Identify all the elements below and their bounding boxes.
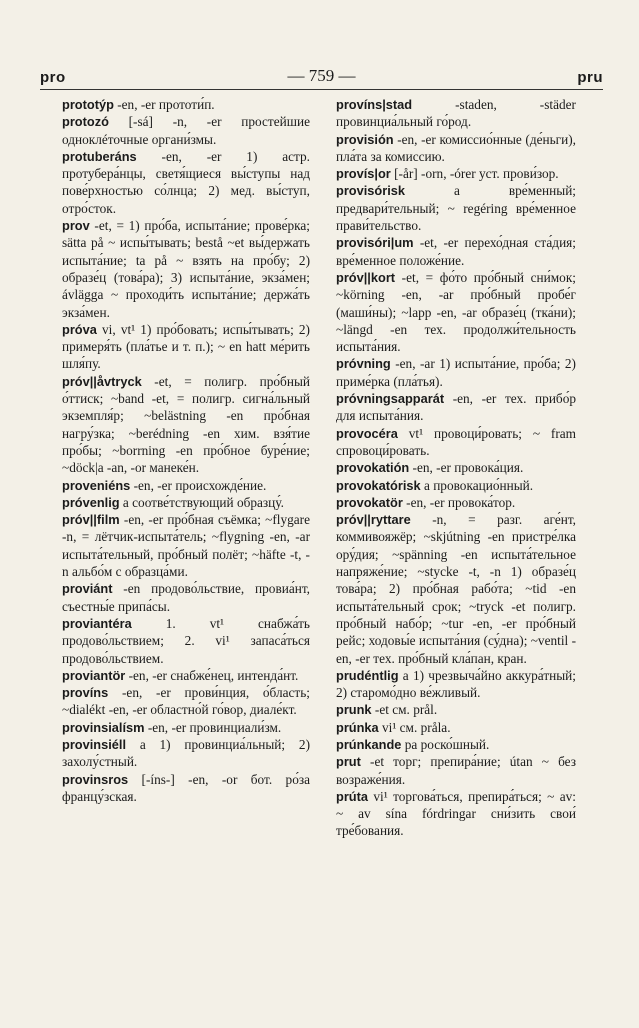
headword: proviantör [62,667,126,683]
entry-definition: -en, -er провока́тор. [402,494,516,510]
headword: provinsialísm [62,719,145,735]
entry-definition: -en, -er снабже́нец, интенда́нт. [125,667,299,683]
dictionary-entry [336,355,576,390]
dictionary-entry [62,771,310,806]
headword: proveniéns [62,477,131,493]
entry-definition: vi, vt¹ 1) про́бовать; испы́тывать; 2) примеря́ть (пла́тье и т. п.); ~ en hatt ме́рить шля́пу. [62,321,310,372]
entry-definition: pa роско́шный. [401,736,490,752]
headword: próv||film [62,512,120,528]
dictionary-entry [336,234,576,269]
headword: prudéntlig [336,667,399,683]
dictionary-entry [336,165,576,182]
dictionary-entry [62,148,310,217]
entry-definition: -en, -er тех. прибо́р для испыта́ния. [336,391,576,424]
dictionary-entry [62,494,310,511]
entry-definition: a соотве́тствующий образцу́. [119,494,284,510]
dictionary-entry [336,701,576,718]
entry-definition: -et см. prål. [371,702,438,718]
headword: prunk [336,702,372,718]
dictionary-entry [62,511,310,580]
entry-definition: -en, -er провока́ция. [409,460,524,476]
entry-definition: -et, = 1) про́ба, испыта́ние; прове́рка; sätta på ~ испы́тывать; bestå ~et вы́держать испыта́ние; ta på ~ взять на про́бу; 2) образе́ц (това́ра); 3) испыта́ние, экза́мен; ávlägga ~ проходи́ть испыта́ние; держа́ть экза́мен. [62,218,310,320]
entry-definition: -en, -ar 1) испыта́ние, про́ба; 2) приме́рка (пла́тья). [336,356,576,389]
headword: provocéra [336,425,398,441]
headword: próvningsapparát [336,391,445,407]
dictionary-entry [336,788,576,840]
entry-definition: -en продово́льствие, провиа́нт, съестны́е припа́сы. [62,581,310,614]
dictionary-entry [62,321,310,373]
dictionary-entry [336,182,576,234]
header-rule [40,89,603,90]
entry-definition: -en, -er происхожде́ние. [130,477,267,493]
dictionary-entry [336,425,576,460]
headword: proviánt [62,581,113,597]
left-column [62,96,310,805]
entry-definition: -en, -er комиссио́нные (де́ньги), пла́та за комиссию. [336,131,576,164]
entry-definition: vi¹ торгова́ться, препира́ться; ~ av: ~ av sína fórdringar сни́зить свои́ тре́бования. [336,788,576,839]
dictionary-entry [62,580,310,615]
page-number: — 759 — [287,66,356,85]
dictionary-entry [62,113,310,148]
entry-definition: -et, = фо́то про́бный сни́мок; ~körning -en, -ar про́бный пробе́г (маши́ны); ~lapp -en, -ar образе́ц (тка́ни); ~längd -en тех. продолжи́тельность испыта́ния. [336,269,576,355]
dictionary-entry [62,373,310,477]
headword: provokatión [336,460,410,476]
dictionary-entry [336,494,576,511]
headword: prúta [336,788,368,804]
entry-definition: [-år] -orn, -órer уст. прови́зор. [390,166,559,182]
entry-definition: a 1) провинциа́льный; 2) захолу́стный. [62,736,310,770]
headword: provokatör [336,494,403,510]
headword: próvenlig [62,494,120,510]
headword: provisión [336,131,394,147]
headword: provís|or [336,166,391,182]
dictionary-entry [62,217,310,321]
headword: prúnkande [336,736,402,752]
dictionary-entry [336,753,576,788]
entry-definition: -et, -er перехо́дная ста́дия; вре́менное положе́ние. [336,235,576,268]
dictionary-entry [336,390,576,425]
entry-definition: -et торг; препира́ние; útan ~ без возраже́ния. [336,754,576,787]
right-guide-word: pru [577,69,603,86]
right-column [336,96,576,840]
entry-definition: a провокацио́нный. [420,477,534,493]
entry-definition: a вре́менный; предвари́тельный; ~ regéring вре́менное прави́тельство. [336,183,576,234]
dictionary-entry [336,719,576,736]
headword: províns|stad [336,97,413,112]
dictionary-entry [336,477,576,494]
dictionary-entry [62,667,310,684]
dictionary-entry [62,96,310,113]
headword: prúnka [336,719,379,735]
entry-definition: -en, -er про́бная съёмка; ~flygare -n, = лётчик-испыта́тель; ~flygning -en, -ar испыта́тельный, про́бный полёт; ~häfte -t, -n альбо́м с образца́ми. [62,512,310,580]
entry-definition: a 1) чрезвыча́йно аккура́тный; 2) старомо́дно ве́жливый. [336,667,576,701]
entry-definition: -en, -er прототи́п. [113,97,215,112]
entry-definition: -staden, -städer провинциа́льный го́род. [336,97,576,130]
headword: provokatórisk [336,477,421,493]
entry-definition: 1. vt¹ снабжа́ть продово́льствием; 2. vi¹ запаса́ться продово́льствием. [62,615,310,666]
headword: províns [62,685,109,701]
headword: próv||ryttare [336,512,411,528]
entry-definition: -en, -er прови́нция, о́бласть; ~dialékt -en, -er областно́й го́вор, диале́кт. [62,685,310,718]
entry-definition: [-íns-] -en, -or бот. ро́за францу́зская. [62,771,310,804]
headword: prototýp [62,97,114,112]
entry-definition: vi¹ см. pråla. [378,719,451,735]
dictionary-entry [62,477,310,494]
dictionary-entry [336,667,576,702]
dictionary-entry [62,684,310,719]
page-header [40,60,603,86]
headword: prov [62,218,90,234]
headword: próv||kort [336,269,396,285]
left-guide-word: pro [40,69,66,86]
headword: provisóri|um [336,235,414,251]
headword: proviantéra [62,615,132,631]
dictionary-entry [336,269,576,355]
entry-definition: -en, -er провинциали́зм. [144,719,282,735]
headword: provinsros [62,771,129,787]
dictionary-entry [336,96,576,131]
headword: próva [62,321,97,337]
dictionary-entry [62,615,310,667]
dictionary-entry [62,719,310,736]
dictionary-entry [336,511,576,667]
entry-definition: -en, -er 1) астр. протубера́нцы, светя́щиеся вы́ступы над пове́рхностью со́лнца; 2) мед. вы́ступ, отро́сток. [62,148,310,216]
entry-definition: [-sá] -n, -er простейшие одноклéточные органи́змы. [62,114,310,147]
headword: próv||åvtryck [62,373,142,389]
entry-definition: vt¹ провоци́ровать; ~ fram спровоци́ровать. [336,425,576,458]
headword: protozó [62,114,109,130]
dictionary-entry [62,736,310,771]
dictionary-entry [336,736,576,753]
headword: próvning [336,356,391,372]
headword: protuberáns [62,148,137,164]
dictionary-entry [336,131,576,166]
headword: prut [336,754,361,770]
entry-definition: -et, = полигр. про́бный о́ттиск; ~band -et, = полигр. сигна́льный экземпля́р; ~belästning -en про́бная нагру́зка; ~berédning -en хим. взя́тие про́бы; ~borrning -en про́бное буре́ние; ~döck|a -an, -or манеке́н. [62,373,310,476]
headword: provisórisk [336,183,405,199]
dictionary-entry [336,459,576,476]
entry-definition: -n, = разг. аге́нт, коммивояжёр; ~skjútning -en пристре́лка ору́дия; ~spänning -en испыта́тельное напряже́ние; ~stycke -t, -n 1) образе́ц това́ра; 2) про́бная рабо́та; ~tid -en испыта́тельный срок; ~tryck -et полигр. про́бный набо́р; ~tur -en, -er про́бный рейс; ходовы́е испыта́ния (су́дна); ~ventil -en, -er тех. про́бный кла́пан, кран. [336,512,576,666]
headword: provinsiéll [62,736,127,752]
